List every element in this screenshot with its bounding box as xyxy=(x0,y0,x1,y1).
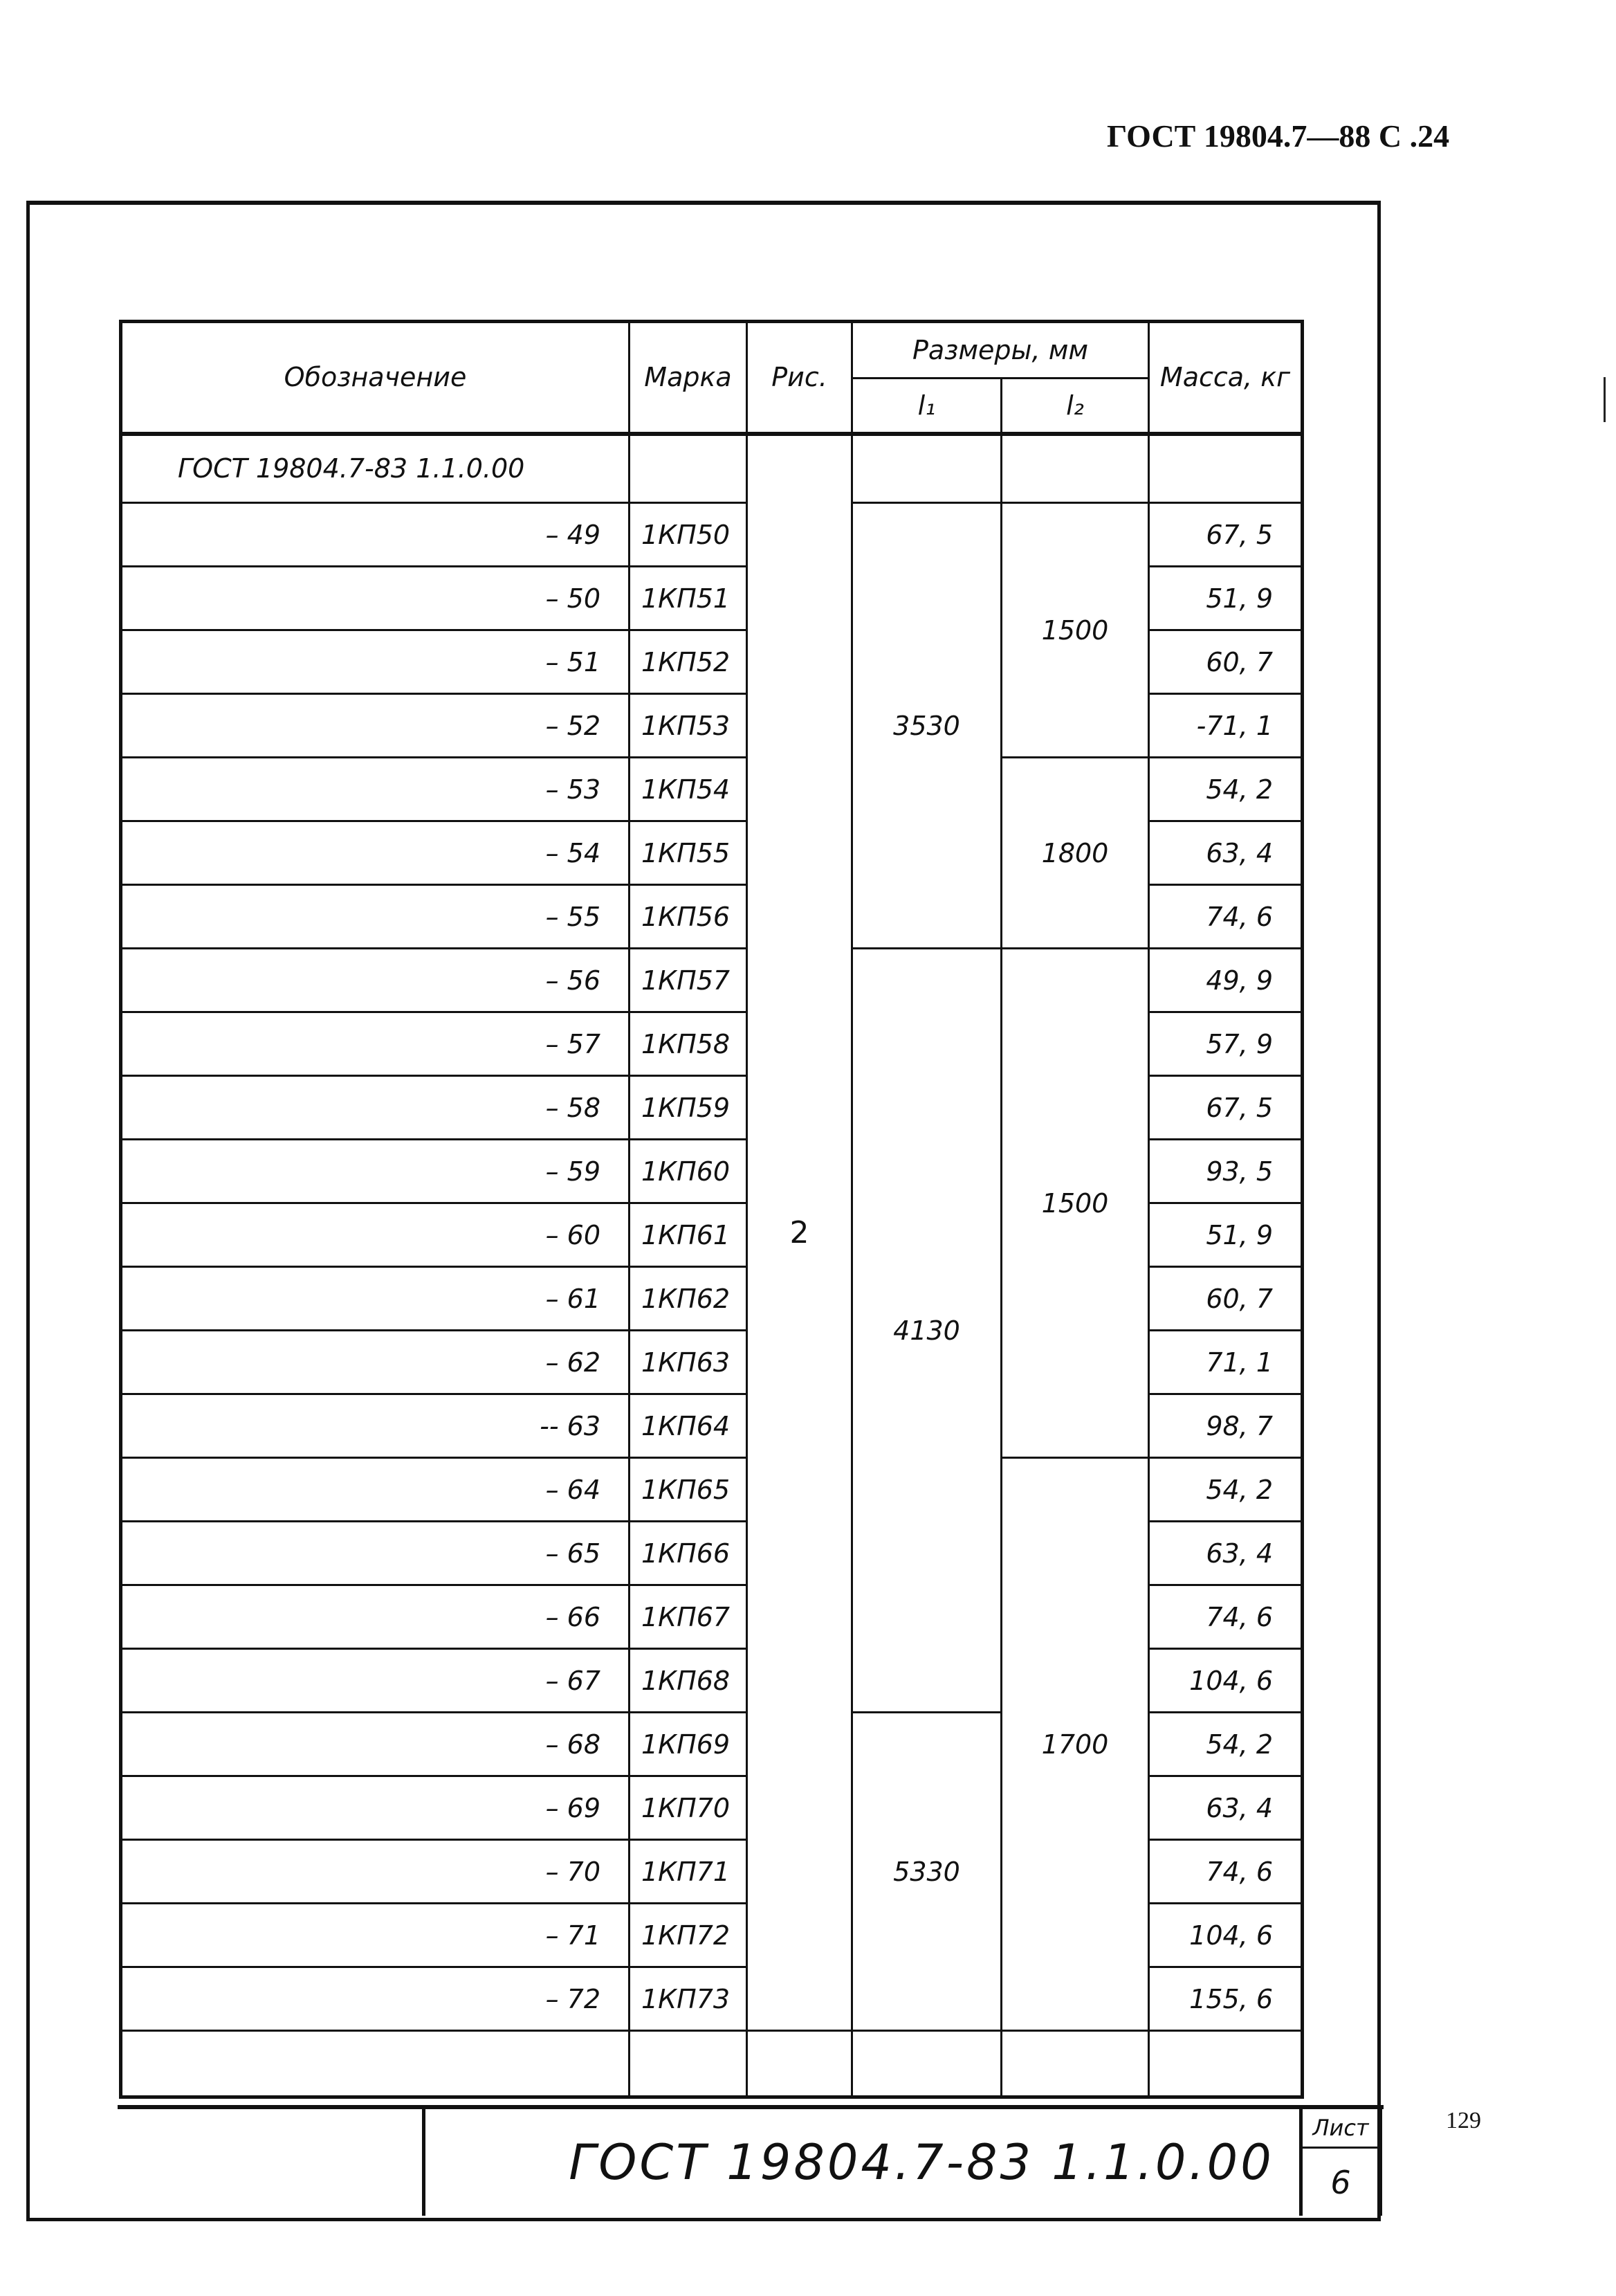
designation-cell: – 70 xyxy=(121,1840,630,1904)
mark-cell: 1КП52 xyxy=(630,630,747,694)
empty-cell xyxy=(121,2031,630,2097)
designation-cell: – 67 xyxy=(121,1649,630,1713)
mass-cell: 67, 5 xyxy=(1149,1076,1303,1140)
mark-cell: 1КП73 xyxy=(630,1967,747,2031)
designation-cell: – 58 xyxy=(121,1076,630,1140)
mark-cell: 1КП71 xyxy=(630,1840,747,1904)
l1-cell: 4130 xyxy=(852,949,1002,1713)
l1-cell: 3530 xyxy=(852,503,1002,949)
designation-cell: – 53 xyxy=(121,758,630,821)
designation-cell: -- 63 xyxy=(121,1394,630,1458)
mass-cell: 71, 1 xyxy=(1149,1331,1303,1394)
mark-cell: 1КП72 xyxy=(630,1904,747,1967)
mass-cell: 60, 7 xyxy=(1149,1267,1303,1331)
mass-cell: 51, 9 xyxy=(1149,567,1303,630)
mass-cell: 104, 6 xyxy=(1149,1904,1303,1967)
l1-cell: 5330 xyxy=(852,1713,1002,2031)
col-header-dimensions: Размеры, мм xyxy=(852,322,1149,379)
mark-cell: 1КП62 xyxy=(630,1267,747,1331)
sheet-label: Лист xyxy=(1303,2109,1379,2149)
designation-cell: – 61 xyxy=(121,1267,630,1331)
designation-cell: – 50 xyxy=(121,567,630,630)
mark-cell: 1КП56 xyxy=(630,885,747,949)
mark-cell: 1КП63 xyxy=(630,1331,747,1394)
col-header-designation: Обозначение xyxy=(121,322,630,434)
mark-cell: 1КП60 xyxy=(630,1140,747,1203)
designation-cell: – 72 xyxy=(121,1967,630,2031)
mark-cell: 1КП66 xyxy=(630,1522,747,1585)
designation-cell: – 64 xyxy=(121,1458,630,1522)
mass-cell: 54, 2 xyxy=(1149,1458,1303,1522)
designation-cell: – 60 xyxy=(121,1203,630,1267)
designation-prefix: ГОСТ 19804.7-83 1.1.0.00 xyxy=(121,434,630,503)
title-block xyxy=(118,2105,1384,2216)
mark-cell-empty xyxy=(630,434,747,503)
l2-cell-empty xyxy=(1002,434,1149,503)
l1-cell-empty xyxy=(852,434,1002,503)
mass-cell: 60, 7 xyxy=(1149,630,1303,694)
mark-cell: 1КП65 xyxy=(630,1458,747,1522)
designation-cell: – 49 xyxy=(121,503,630,567)
designation-cell: – 51 xyxy=(121,630,630,694)
col-header-figure: Рис. xyxy=(747,322,852,434)
mass-cell: -71, 1 xyxy=(1149,694,1303,758)
table-row xyxy=(121,949,1303,1012)
mass-cell: 67, 5 xyxy=(1149,503,1303,567)
mass-cell: 104, 6 xyxy=(1149,1649,1303,1713)
mass-cell: 49, 9 xyxy=(1149,949,1303,1012)
col-header-mass: Масса, кг xyxy=(1149,322,1303,434)
mark-cell: 1КП64 xyxy=(630,1394,747,1458)
l2-cell: 1700 xyxy=(1002,1458,1149,2031)
l2-cell: 1500 xyxy=(1002,949,1149,1458)
mark-cell: 1КП51 xyxy=(630,567,747,630)
designation-cell: – 52 xyxy=(121,694,630,758)
designation-cell: – 54 xyxy=(121,821,630,885)
mark-cell: 1КП54 xyxy=(630,758,747,821)
empty-cell xyxy=(747,2031,852,2097)
mass-cell: 63, 4 xyxy=(1149,1776,1303,1840)
mass-cell: 93, 5 xyxy=(1149,1140,1303,1203)
col-header-mark: Марка xyxy=(630,322,747,434)
mass-cell: 51, 9 xyxy=(1149,1203,1303,1267)
col-header-l2: l₂ xyxy=(1002,379,1149,434)
mark-cell: 1КП67 xyxy=(630,1585,747,1649)
mark-cell: 1КП57 xyxy=(630,949,747,1012)
designation-cell: – 66 xyxy=(121,1585,630,1649)
mass-cell: 74, 6 xyxy=(1149,885,1303,949)
mass-cell: 57, 9 xyxy=(1149,1012,1303,1076)
mark-cell: 1КП53 xyxy=(630,694,747,758)
sheet-number: 6 xyxy=(1330,2163,1351,2201)
designation-cell: – 55 xyxy=(121,885,630,949)
mark-cell: 1КП58 xyxy=(630,1012,747,1076)
l2-cell: 1800 xyxy=(1002,758,1149,949)
table-row xyxy=(121,1458,1303,1522)
mass-cell: 98, 7 xyxy=(1149,1394,1303,1458)
mark-cell: 1КП50 xyxy=(630,503,747,567)
designation-cell: – 68 xyxy=(121,1713,630,1776)
mark-cell: 1КП70 xyxy=(630,1776,747,1840)
mass-cell: 63, 4 xyxy=(1149,1522,1303,1585)
designation-cell: – 59 xyxy=(121,1140,630,1203)
mass-cell: 54, 2 xyxy=(1149,1713,1303,1776)
page-header: ГОСТ 19804.7—88 С .24 xyxy=(1107,118,1450,154)
page-number: 129 xyxy=(1446,2108,1481,2133)
empty-cell xyxy=(852,2031,1002,2097)
table-row-empty xyxy=(121,2031,1303,2097)
empty-cell xyxy=(1002,2031,1149,2097)
empty-cell xyxy=(1149,2031,1303,2097)
title-block-left xyxy=(118,2109,425,2216)
mark-cell: 1КП55 xyxy=(630,821,747,885)
designation-cell: – 65 xyxy=(121,1522,630,1585)
l2-cell: 1500 xyxy=(1002,503,1149,758)
mass-cell: 54, 2 xyxy=(1149,758,1303,821)
designation-cell: – 69 xyxy=(121,1776,630,1840)
table-row xyxy=(121,503,1303,567)
designation-cell: – 56 xyxy=(121,949,630,1012)
designation-cell: – 62 xyxy=(121,1331,630,1394)
mark-cell: 1КП59 xyxy=(630,1076,747,1140)
mass-cell: 63, 4 xyxy=(1149,821,1303,885)
figure-cell: 2 xyxy=(747,434,852,2031)
edge-mark xyxy=(1604,377,1606,422)
mass-cell: 74, 6 xyxy=(1149,1840,1303,1904)
mark-cell: 1КП69 xyxy=(630,1713,747,1776)
title-block-code: ГОСТ 19804.7-83 1.1.0.00 xyxy=(569,2134,1274,2191)
col-header-l1: l₁ xyxy=(852,379,1002,434)
mass-cell: 74, 6 xyxy=(1149,1585,1303,1649)
specification-table xyxy=(119,320,1304,2099)
designation-cell: – 71 xyxy=(121,1904,630,1967)
table-row xyxy=(121,758,1303,821)
mark-cell: 1КП61 xyxy=(630,1203,747,1267)
designation-cell: – 57 xyxy=(121,1012,630,1076)
mass-cell: 155, 6 xyxy=(1149,1967,1303,2031)
empty-cell xyxy=(630,2031,747,2097)
mass-cell-empty xyxy=(1149,434,1303,503)
mark-cell: 1КП68 xyxy=(630,1649,747,1713)
sheet-box xyxy=(1299,2109,1382,2216)
